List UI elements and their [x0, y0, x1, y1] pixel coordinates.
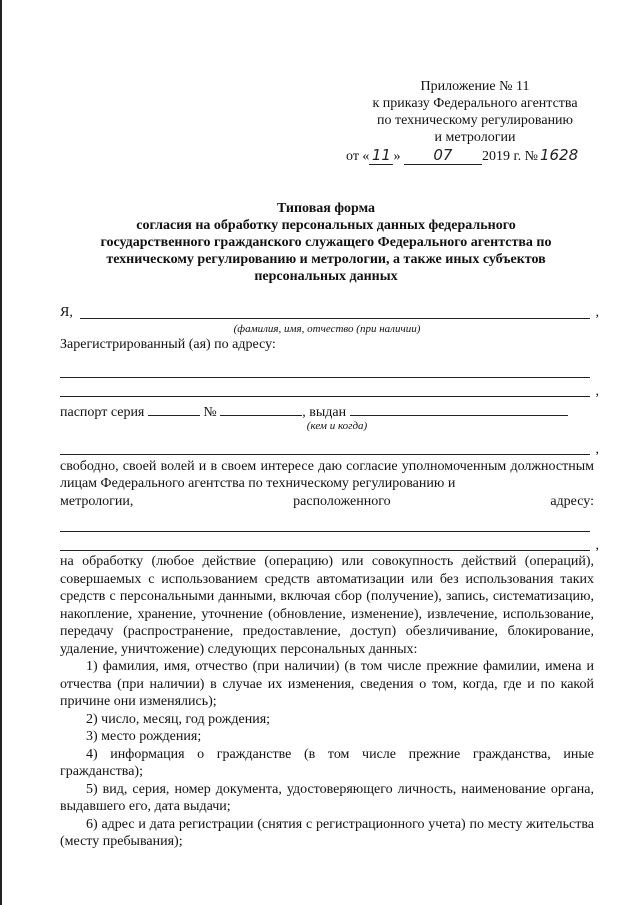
comma: ,	[595, 383, 599, 399]
registered-label: Зарегистрированный (ая) по адресу:	[60, 337, 276, 352]
passport-number-label: №	[203, 404, 217, 420]
document-title	[60, 200, 592, 285]
appendix-header	[340, 78, 610, 165]
date-mid: »	[393, 149, 401, 164]
order-number: 1628	[539, 146, 579, 164]
date-prefix: от «	[346, 149, 370, 164]
located-word: расположенного	[293, 493, 391, 509]
comma: ,	[595, 538, 599, 553]
agency-line: по техническому регулированию	[376, 113, 574, 128]
order-reference: к приказу Федерального агентства	[372, 96, 578, 111]
data-item-1: 1) фамилия, имя, отчество (при наличии) (в том числе прежние фамилии, имена и отчества (при наличии) в случае их изменения, сведения о том, когда, где и по какой причине они изменялись);	[60, 659, 594, 709]
consent-form-body	[60, 304, 599, 851]
issued-by-field-2[interactable]	[60, 437, 599, 457]
data-item-2: 2) число, месяц, год рождения;	[86, 711, 271, 727]
data-item-6: 6) адрес и дата регистрации (снятия с регистрационного учета) по месту жительства (месту пребывания);	[60, 816, 594, 849]
passport-number-field[interactable]	[220, 403, 302, 416]
address-field-1[interactable]	[60, 360, 590, 378]
ya-label: Я,	[60, 305, 73, 320]
passport-series-field[interactable]	[148, 403, 200, 416]
data-item-5: 5) вид, серия, номер документа, удостоверяющего личность, наименование органа, выдавшего его, дата выдачи;	[60, 781, 594, 814]
agency-address-field-1[interactable]	[60, 514, 590, 532]
date-month: 07	[404, 147, 482, 165]
fio-hint: (фамилия, имя, отчество (при наличии)	[233, 323, 421, 335]
comma: ,	[595, 441, 599, 457]
date-day: 11	[369, 147, 393, 165]
passport-series-label: паспорт серия	[60, 404, 145, 420]
processing-paragraph: на обработку (любое действие (операцию) или совокупность действий (операций), совершаемых с использованием средств автоматизации или без использования таких средств с персональными данными, включая сбор (получение), запись, систематизацию, накопление, хранение, уточнение (обновление, изменение), извлечение, использование, передачу (распространение, предоставление, доступ) обезличивание, блокирование, удаление, уничтожение) следующих персональных данных:	[60, 554, 594, 657]
issued-label: , выдан	[302, 404, 347, 420]
title-line-1: Типовая форма	[276, 201, 376, 216]
full-name-field[interactable]	[80, 304, 590, 319]
scan-edge-line	[0, 0, 2, 905]
title-line-3: государственного гражданского служащего Федерального агентства по	[100, 235, 552, 250]
consent-paragraph: свободно, своей волей и в своем интересе даю согласие уполномоченным должностным лицам Федерального агентства по техническому регулированию и	[60, 458, 594, 491]
date-year: 2019 г. №	[481, 149, 538, 164]
agency-line-2: и метрологии	[434, 130, 516, 145]
name-row	[60, 304, 599, 321]
title-line-2: согласия на обработку персональных данных федерального	[136, 218, 516, 233]
issued-by-field[interactable]	[350, 403, 568, 416]
consent-paragraph-end	[60, 493, 594, 511]
title-line-5: персональных данных	[254, 269, 398, 284]
appendix-number: Приложение № 11	[420, 79, 530, 94]
comma: ,	[595, 305, 599, 320]
passport-row	[60, 403, 594, 420]
address-field-2[interactable]	[60, 379, 599, 399]
title-line-4: техническому регулированию и метрологии, а также иных субъектов	[106, 252, 546, 267]
data-item-3: 3) место рождения;	[86, 729, 202, 744]
issued-hint: (кем и когда)	[306, 419, 368, 432]
data-item-4: 4) информация о гражданстве (в том числе прежние гражданства, иные гражданства);	[60, 746, 594, 779]
address-word: адресу:	[550, 493, 594, 509]
agency-address-field-2[interactable]	[60, 533, 599, 553]
order-date-row	[340, 147, 610, 165]
metrology-word: метрологии,	[60, 493, 134, 509]
